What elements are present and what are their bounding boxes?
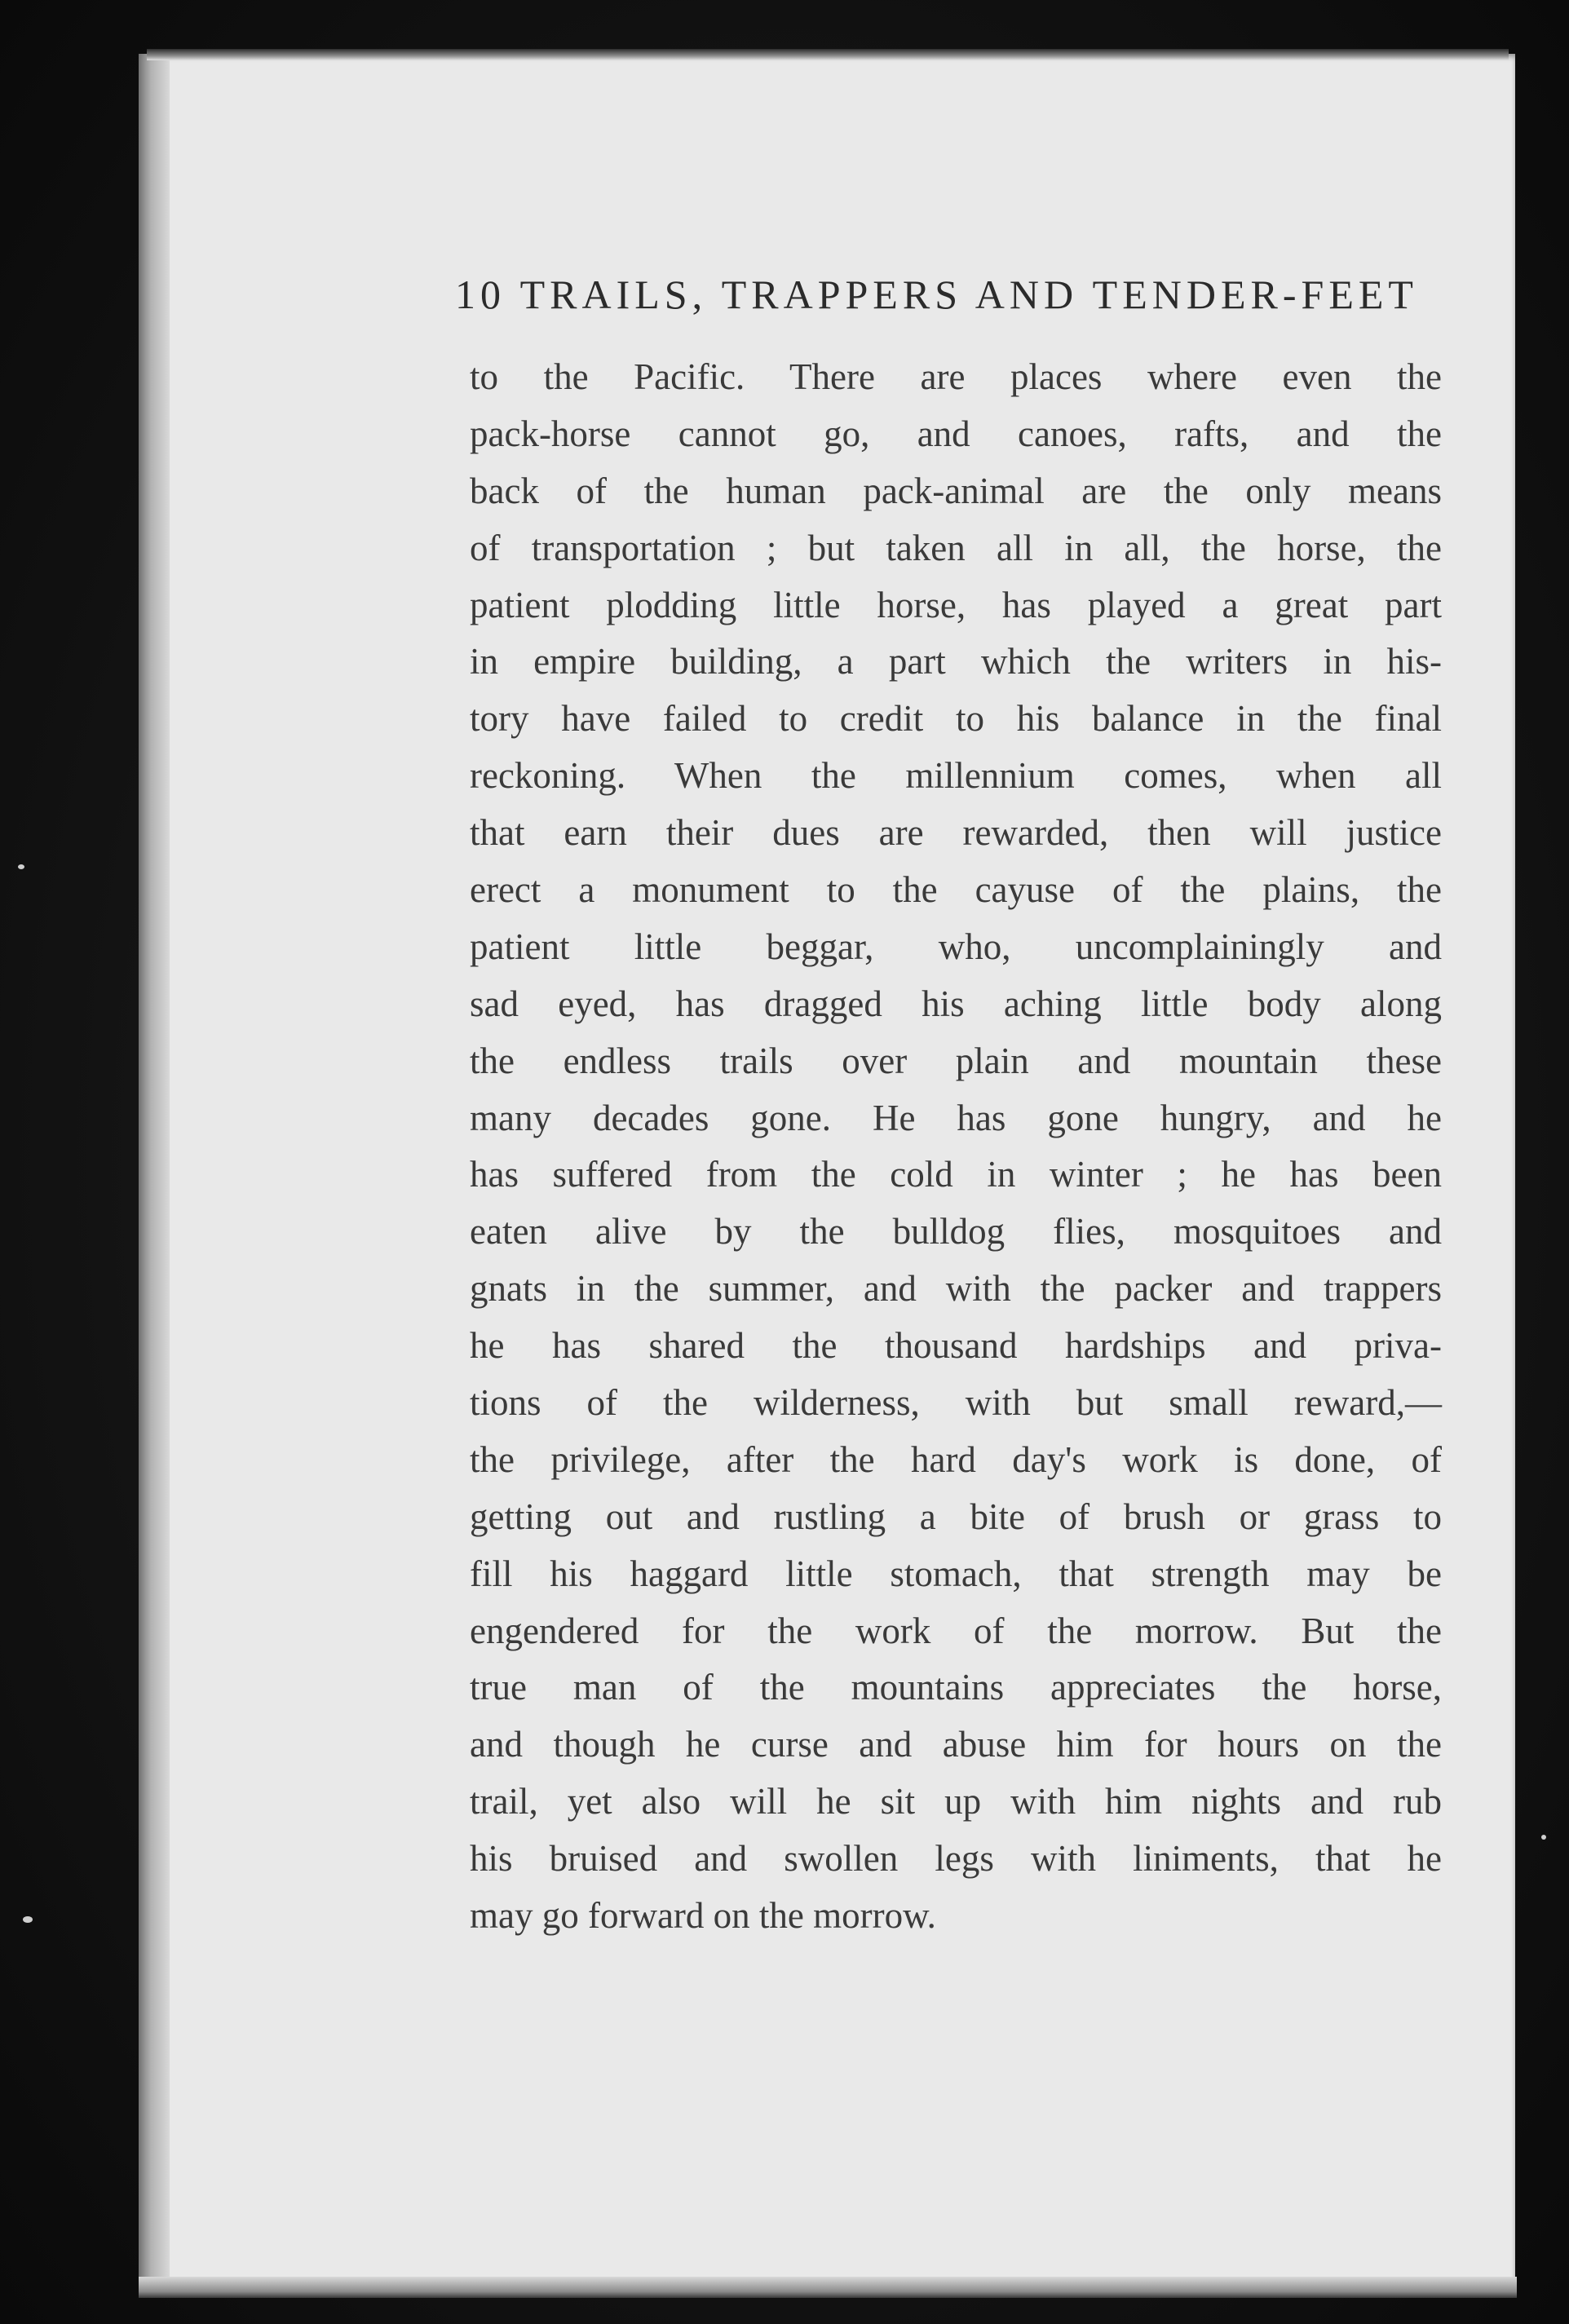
text-line: sad eyed, has dragged his aching little body along	[470, 983, 1442, 1024]
text-line: he has shared the thousand hardships and priva-	[470, 1325, 1442, 1367]
text-line: tions of the wilderness, with but small reward,—	[470, 1382, 1442, 1424]
text-line: reckoning. When the millennium comes, when all	[470, 755, 1442, 797]
text-line: true man of the mountains appreciates the horse,	[470, 1667, 1442, 1708]
text-line: tory have failed to credit to his balance in the final	[470, 698, 1442, 740]
text-line: gnats in the summer, and with the packer and trappers	[470, 1268, 1442, 1310]
text-line: erect a monument to the cayuse of the plains, the	[470, 869, 1442, 911]
text-line: and though he curse and abuse him for hours on the	[470, 1724, 1442, 1765]
text-line: many decades gone. He has gone hungry, and he	[470, 1097, 1442, 1138]
running-head: 10 TRAILS, TRAPPERS AND TENDER-FEET	[455, 272, 1418, 317]
text-line: fill his haggard little stomach, that strength may be	[470, 1553, 1442, 1594]
text-line: eaten alive by the bulldog flies, mosquitoes and	[470, 1211, 1442, 1253]
text-line: engendered for the work of the morrow. But the	[470, 1610, 1442, 1651]
text-line: pack-horse cannot go, and canoes, rafts, and the	[470, 413, 1442, 454]
text-line: patient little beggar, who, uncomplainingly and	[470, 926, 1442, 967]
text-line: back of the human pack-animal are the only means	[470, 470, 1442, 511]
text-line: the endless trails over plain and mountain these	[470, 1040, 1442, 1081]
text-line: getting out and rustling a bite of brush or grass to	[470, 1496, 1442, 1537]
text-line: the privilege, after the hard day's work is done, of	[470, 1438, 1442, 1480]
text-line: his bruised and swollen legs with liniments, that he	[470, 1838, 1442, 1880]
body-text	[470, 349, 1442, 1945]
text-line: trail, yet also will he sit up with him nights and rub	[470, 1781, 1442, 1823]
page-bottom-edge	[139, 2277, 1517, 2298]
dust-speck	[23, 1916, 33, 1923]
text-line: has suffered from the cold in winter ; he has been	[470, 1154, 1442, 1195]
text-line: in empire building, a part which the writers in his-	[470, 641, 1442, 683]
text-line: that earn their dues are rewarded, then will justice	[470, 812, 1442, 854]
page-top-edge	[147, 49, 1509, 60]
text-line: of transportation ; but taken all in all, the horse, the	[470, 527, 1442, 568]
dust-speck	[1541, 1835, 1546, 1840]
text-line-last: may go forward on the morrow.	[470, 1895, 936, 1937]
text-line: patient plodding little horse, has played a great part	[470, 584, 1442, 625]
page-binding-shadow	[139, 54, 170, 2292]
dust-speck	[18, 864, 24, 869]
text-line: to the Pacific. There are places where even the	[470, 356, 1442, 397]
